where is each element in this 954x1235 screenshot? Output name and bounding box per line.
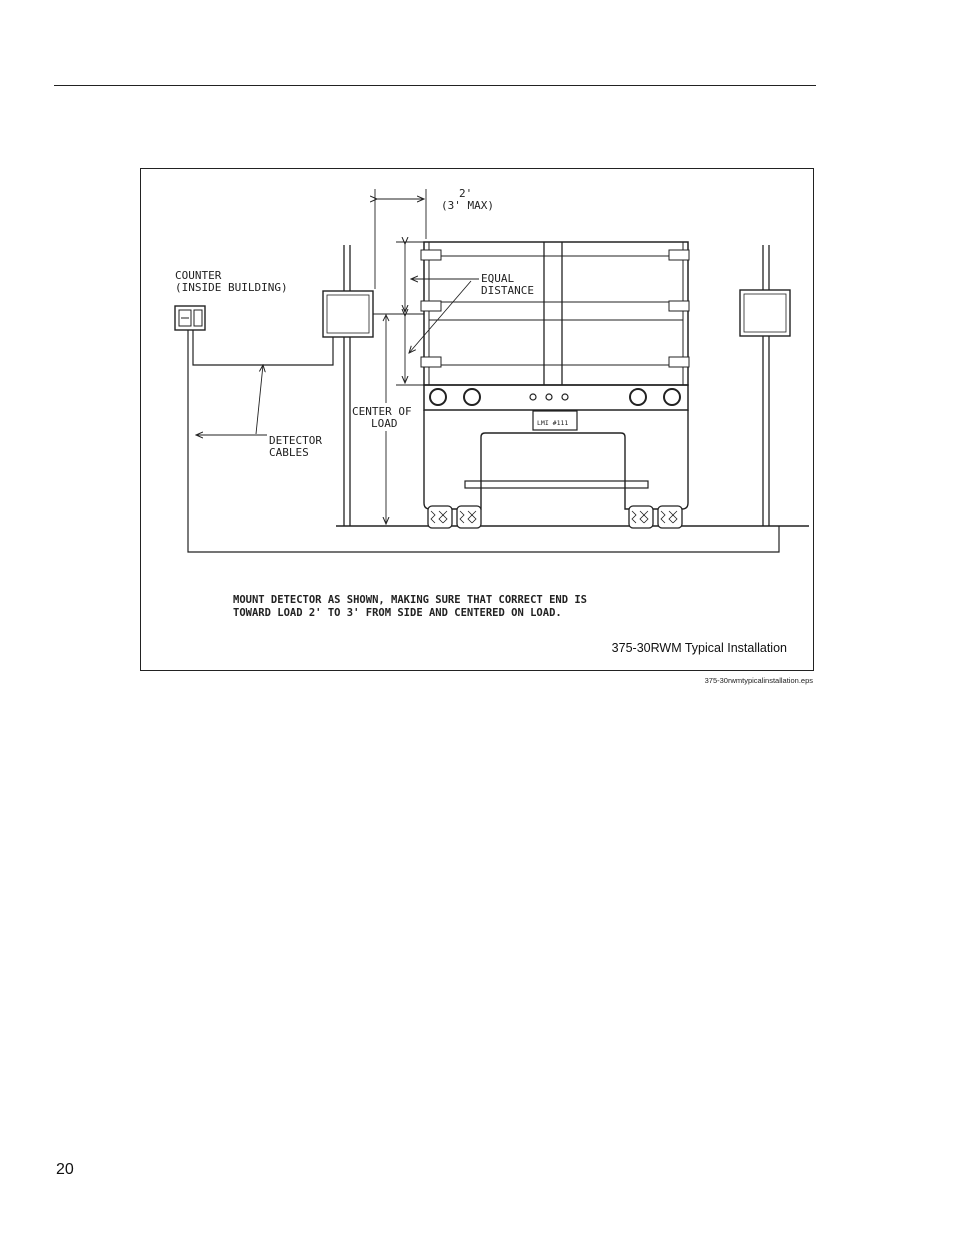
header-rule bbox=[54, 85, 816, 86]
right-pole bbox=[763, 245, 769, 526]
center-of-label: CENTER OF bbox=[352, 405, 412, 418]
cables-label: CABLES bbox=[269, 446, 309, 459]
mounting-note-line-2: TOWARD LOAD 2' TO 3' FROM SIDE AND CENTERED ON LOAD. bbox=[233, 607, 562, 619]
figure-caption: 375-30RWM Typical Installation bbox=[611, 641, 787, 655]
detector-label: DETECTOR bbox=[269, 434, 322, 447]
dimension-label-2ft: 2' bbox=[459, 187, 473, 200]
counter-label: COUNTER bbox=[175, 269, 222, 282]
counter-location-label: (INSIDE BUILDING) bbox=[175, 281, 288, 294]
equal-label: EQUAL bbox=[481, 272, 515, 285]
distance-label: DISTANCE bbox=[481, 284, 534, 297]
left-detector bbox=[323, 291, 373, 337]
left-pole bbox=[344, 245, 350, 526]
installation-drawing bbox=[141, 169, 813, 670]
license-plate-text: LMI #111 bbox=[537, 419, 569, 427]
page-number: 20 bbox=[56, 1161, 74, 1178]
installation-figure bbox=[140, 168, 814, 671]
figure-filename: 375-30rwmtypicalinstallation.eps bbox=[704, 676, 813, 685]
right-detector bbox=[740, 290, 790, 336]
cable-leaders bbox=[196, 365, 267, 435]
trailer bbox=[421, 242, 689, 528]
load-label: LOAD bbox=[371, 417, 398, 430]
mounting-note-line-1: MOUNT DETECTOR AS SHOWN, MAKING SURE THAT CORRECT END IS bbox=[233, 594, 588, 606]
side-distance-dimension bbox=[375, 189, 426, 289]
dimension-label-3ft-max: (3' MAX) bbox=[441, 199, 494, 212]
counter-unit bbox=[175, 306, 205, 330]
